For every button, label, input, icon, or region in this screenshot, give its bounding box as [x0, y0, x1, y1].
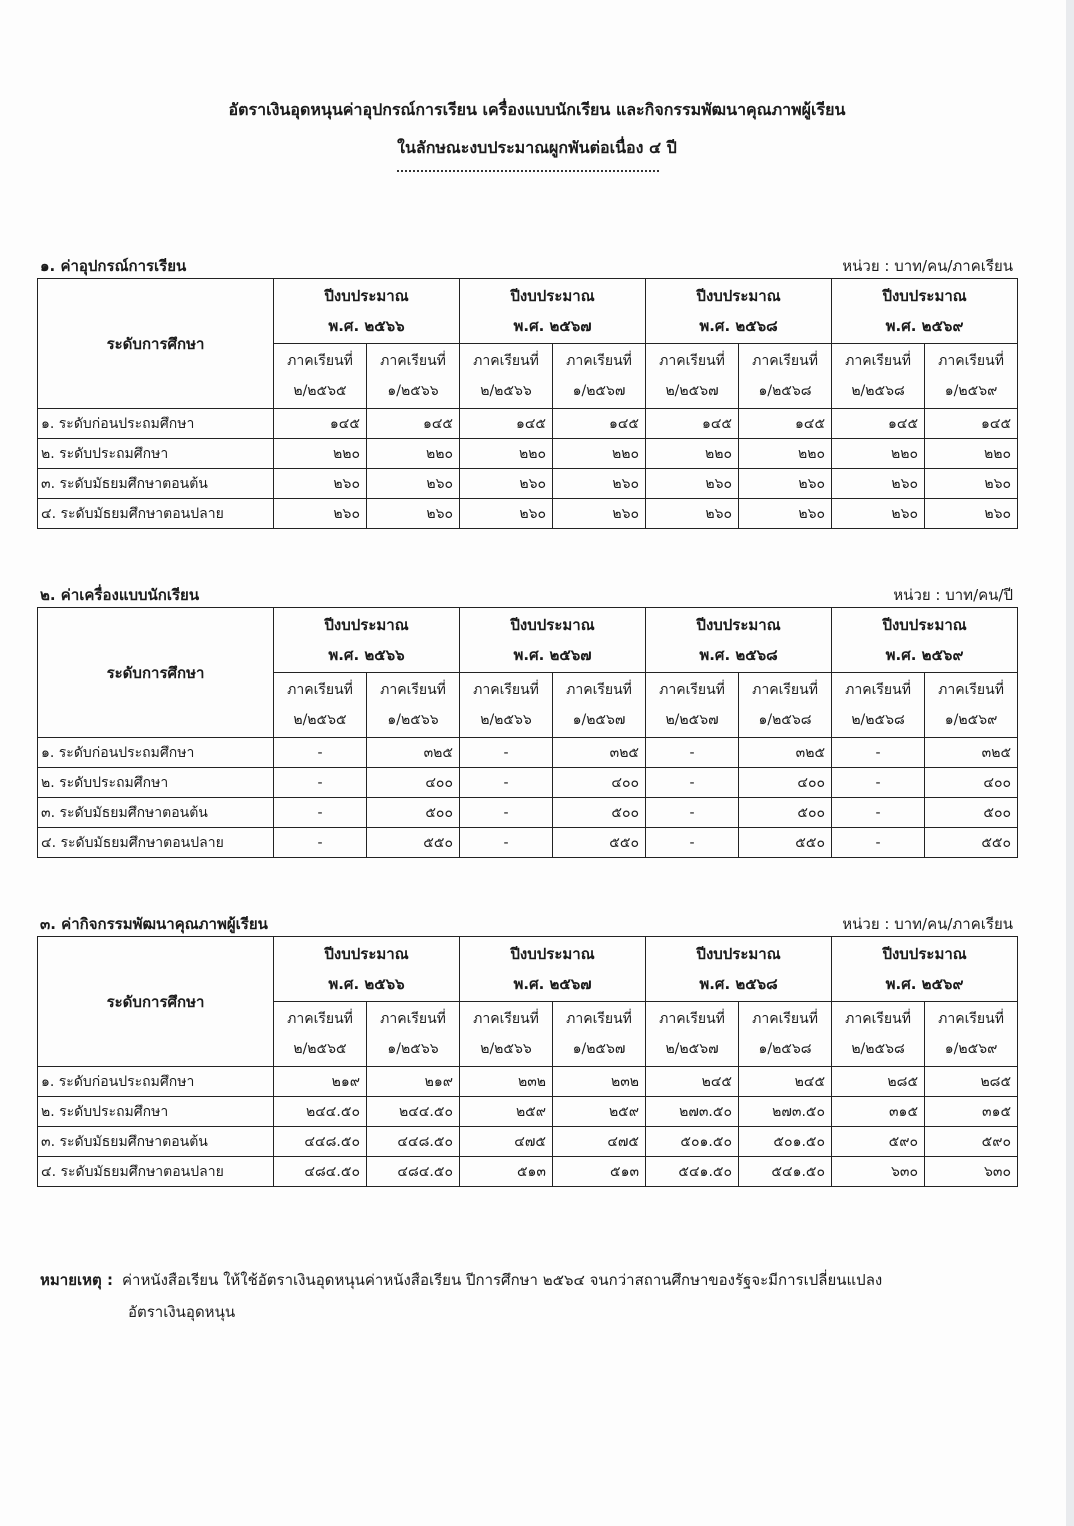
semester-header — [925, 344, 1018, 409]
rate-cell: ๔๐๐ — [925, 768, 1018, 798]
rate-cell: ๒๔๕ — [739, 1067, 832, 1097]
fiscal-year-header — [832, 937, 1018, 1002]
fiscal-year-header — [460, 608, 646, 673]
note-text: ค่าหนังสือเรียน ให้ใช้อัตราเงินอุดหนุนค่าหนังสือเรียน ปีการศึกษา ๒๕๖๔ จนกว่าสถานศึกษาของรัฐจะมีการเปลี่ยนแปลง — [122, 1271, 883, 1289]
rate-cell: ๑๔๕ — [739, 409, 832, 439]
rate-cell: ๒๖๐ — [646, 469, 739, 499]
semester-label: ภาคเรียนที่ — [752, 1011, 818, 1027]
semester-value: ๑/๒๕๖๗ — [572, 1041, 626, 1057]
semester-label: ภาคเรียนที่ — [380, 1011, 446, 1027]
semester-header — [274, 673, 367, 738]
semester-header — [832, 1002, 925, 1067]
semester-label: ภาคเรียนที่ — [659, 682, 725, 698]
table-row — [38, 768, 1018, 798]
education-level: ๓. ระดับมัธยมศึกษาตอนต้น — [38, 798, 274, 828]
rate-cell: - — [832, 738, 925, 768]
rate-cell: ๒๔๕ — [646, 1067, 739, 1097]
rate-cell: ๕๐๑.๕๐ — [739, 1127, 832, 1157]
rate-cell: ๕๕๐ — [925, 828, 1018, 858]
rate-cell: ๒๒๐ — [925, 439, 1018, 469]
rate-cell: ๔๗๕ — [460, 1127, 553, 1157]
rate-cell: ๓๒๕ — [367, 738, 460, 768]
header-row — [38, 937, 1018, 1002]
rate-cell: ๔๔๘.๕๐ — [367, 1127, 460, 1157]
rate-cell: - — [646, 738, 739, 768]
fiscal-year-value: พ.ศ. ๒๕๖๘ — [699, 317, 778, 335]
fiscal-year-value: พ.ศ. ๒๕๖๖ — [328, 975, 405, 993]
rate-cell: ๔๗๕ — [553, 1127, 646, 1157]
fiscal-year-header — [274, 608, 460, 673]
semester-value: ๒/๒๕๖๖ — [480, 712, 532, 728]
fiscal-year-label: ปีงบประมาณ — [696, 616, 781, 634]
fiscal-year-header — [274, 937, 460, 1002]
rate-cell: ๓๒๕ — [553, 738, 646, 768]
semester-label: ภาคเรียนที่ — [752, 682, 818, 698]
semester-label: ภาคเรียนที่ — [566, 682, 632, 698]
rate-cell: ๒๘๕ — [832, 1067, 925, 1097]
rate-cell: ๒๖๐ — [739, 499, 832, 529]
rate-cell: ๒๒๐ — [460, 439, 553, 469]
semester-header — [646, 673, 739, 738]
rate-cell: ๕๙๐ — [832, 1127, 925, 1157]
fiscal-year-label: ปีงบประมาณ — [882, 287, 967, 305]
semester-header — [925, 673, 1018, 738]
rate-cell: ๕๐๐ — [739, 798, 832, 828]
rate-cell: ๔๔๘.๕๐ — [274, 1127, 367, 1157]
rate-cell: ๒๒๐ — [367, 439, 460, 469]
semester-header — [460, 344, 553, 409]
semester-value: ๑/๒๕๖๘ — [758, 712, 812, 728]
rate-cell: ๒๖๐ — [739, 469, 832, 499]
rate-table — [37, 936, 1018, 1187]
semester-header — [739, 1002, 832, 1067]
rate-cell: ๕๕๐ — [553, 828, 646, 858]
semester-header — [553, 673, 646, 738]
rate-cell: ๒๖๐ — [460, 469, 553, 499]
page-edge — [1066, 0, 1074, 1526]
semester-value: ๑/๒๕๖๙ — [944, 712, 998, 728]
semester-label: ภาคเรียนที่ — [938, 682, 1004, 698]
rate-cell: ๒๖๐ — [274, 469, 367, 499]
rate-cell: ๒๗๓.๕๐ — [646, 1097, 739, 1127]
level-header-label: ระดับการศึกษา — [106, 663, 205, 682]
fiscal-year-header — [832, 608, 1018, 673]
rate-cell: - — [274, 828, 367, 858]
rate-cell: ๔๘๔.๕๐ — [274, 1157, 367, 1187]
fiscal-year-label: ปีงบประมาณ — [510, 287, 595, 305]
semester-value: ๑/๒๕๖๗ — [572, 712, 626, 728]
education-level: ๑. ระดับก่อนประถมศึกษา — [38, 409, 274, 439]
table-row — [38, 1127, 1018, 1157]
rate-cell: ๒๒๐ — [553, 439, 646, 469]
rate-cell: ๒๕๙ — [460, 1097, 553, 1127]
semester-label: ภาคเรียนที่ — [566, 1011, 632, 1027]
semester-header — [367, 673, 460, 738]
semester-header — [460, 1002, 553, 1067]
rate-cell: ๒๖๐ — [553, 499, 646, 529]
rate-cell: ๕๙๐ — [925, 1127, 1018, 1157]
section-heading: ๑. ค่าอุปกรณ์การเรียน — [40, 257, 187, 275]
fiscal-year-label: ปีงบประมาณ — [510, 616, 595, 634]
education-level: ๑. ระดับก่อนประถมศึกษา — [38, 738, 274, 768]
semester-header — [274, 344, 367, 409]
rate-cell: - — [646, 798, 739, 828]
semester-header — [925, 1002, 1018, 1067]
semester-header — [367, 344, 460, 409]
fiscal-year-header — [274, 279, 460, 344]
table-row — [38, 409, 1018, 439]
education-level: ๓. ระดับมัธยมศึกษาตอนต้น — [38, 469, 274, 499]
section-heading: ๒. ค่าเครื่องแบบนักเรียน — [40, 586, 200, 604]
rate-cell: ๒๖๐ — [460, 499, 553, 529]
level-header — [38, 279, 274, 409]
fiscal-year-label: ปีงบประมาณ — [324, 287, 409, 305]
rate-cell: ๒๓๒ — [553, 1067, 646, 1097]
semester-value: ๑/๒๕๖๙ — [944, 1041, 998, 1057]
rate-cell: ๕๕๐ — [739, 828, 832, 858]
unit-label: หน่วย : บาท/คน/ภาคเรียน — [842, 257, 1013, 275]
fiscal-year-value: พ.ศ. ๒๕๖๗ — [513, 646, 592, 664]
semester-label: ภาคเรียนที่ — [473, 1011, 539, 1027]
semester-header — [646, 344, 739, 409]
rate-cell: ๒๓๒ — [460, 1067, 553, 1097]
rate-cell: ๒๖๐ — [367, 499, 460, 529]
semester-label: ภาคเรียนที่ — [845, 1011, 911, 1027]
table-row — [38, 469, 1018, 499]
fiscal-year-value: พ.ศ. ๒๕๖๖ — [328, 317, 405, 335]
unit-label: หน่วย : บาท/คน/ภาคเรียน — [842, 915, 1013, 933]
fiscal-year-header — [460, 279, 646, 344]
rate-cell: ๒๖๐ — [925, 499, 1018, 529]
fiscal-year-header — [460, 937, 646, 1002]
rate-cell: ๑๔๕ — [925, 409, 1018, 439]
rate-cell: ๔๐๐ — [367, 768, 460, 798]
section-heading: ๓. ค่ากิจกรรมพัฒนาคุณภาพผู้เรียน — [40, 915, 268, 933]
dotted-separator — [397, 170, 659, 172]
level-header-label: ระดับการศึกษา — [106, 334, 205, 353]
rate-cell: - — [646, 768, 739, 798]
rate-cell: ๒๖๐ — [832, 469, 925, 499]
rate-cell: ๕๑๓ — [460, 1157, 553, 1187]
rate-cell: ๑๔๕ — [832, 409, 925, 439]
education-level: ๓. ระดับมัธยมศึกษาตอนต้น — [38, 1127, 274, 1157]
document-title: อัตราเงินอุดหนุนค่าอุปกรณ์การเรียน เครื่องแบบนักเรียน และกิจกรรมพัฒนาคุณภาพผู้เรียน — [228, 100, 846, 119]
fiscal-year-header — [646, 608, 832, 673]
fiscal-year-value: พ.ศ. ๒๕๖๙ — [885, 317, 964, 335]
rate-cell: - — [274, 768, 367, 798]
semester-label: ภาคเรียนที่ — [380, 682, 446, 698]
rate-cell: ๑๔๕ — [460, 409, 553, 439]
level-header-label: ระดับการศึกษา — [106, 992, 205, 1011]
education-level: ๒. ระดับประถมศึกษา — [38, 439, 274, 469]
semester-value: ๒/๒๕๖๖ — [480, 383, 532, 399]
document-subtitle: ในลักษณะงบประมาณผูกพันต่อเนื่อง ๔ ปี — [397, 138, 677, 157]
fiscal-year-value: พ.ศ. ๒๕๖๙ — [885, 646, 964, 664]
table-row — [38, 499, 1018, 529]
semester-header — [367, 1002, 460, 1067]
rate-cell: ๒๕๙ — [553, 1097, 646, 1127]
semester-header — [553, 1002, 646, 1067]
rate-cell: ๕๐๐ — [367, 798, 460, 828]
semester-label: ภาคเรียนที่ — [473, 353, 539, 369]
education-level: ๑. ระดับก่อนประถมศึกษา — [38, 1067, 274, 1097]
rate-cell: ๑๔๕ — [274, 409, 367, 439]
rate-cell: ๕๐๐ — [553, 798, 646, 828]
fiscal-year-value: พ.ศ. ๒๕๖๖ — [328, 646, 405, 664]
fiscal-year-value: พ.ศ. ๒๕๖๗ — [513, 975, 592, 993]
rate-cell: - — [832, 828, 925, 858]
semester-value: ๒/๒๕๖๗ — [665, 712, 719, 728]
fiscal-year-label: ปีงบประมาณ — [324, 945, 409, 963]
rate-cell: ๒๖๐ — [832, 499, 925, 529]
rate-cell: - — [274, 738, 367, 768]
rate-cell: ๓๑๕ — [832, 1097, 925, 1127]
rate-cell: ๔๐๐ — [553, 768, 646, 798]
fiscal-year-header — [832, 279, 1018, 344]
rate-cell: ๒๗๓.๕๐ — [739, 1097, 832, 1127]
semester-header — [832, 673, 925, 738]
semester-value: ๒/๒๕๖๕ — [293, 1041, 347, 1057]
fiscal-year-label: ปีงบประมาณ — [324, 616, 409, 634]
rate-cell: - — [646, 828, 739, 858]
fiscal-year-label: ปีงบประมาณ — [882, 945, 967, 963]
rate-cell: - — [460, 798, 553, 828]
semester-label: ภาคเรียนที่ — [845, 353, 911, 369]
table-row — [38, 439, 1018, 469]
semester-label: ภาคเรียนที่ — [938, 1011, 1004, 1027]
unit-label: หน่วย : บาท/คน/ปี — [893, 586, 1013, 604]
rate-cell: ๒๒๐ — [274, 439, 367, 469]
semester-value: ๑/๒๕๖๖ — [387, 383, 439, 399]
education-level: ๒. ระดับประถมศึกษา — [38, 768, 274, 798]
rate-cell: ๓๒๕ — [925, 738, 1018, 768]
rate-cell: ๑๔๕ — [646, 409, 739, 439]
level-header — [38, 608, 274, 738]
semester-label: ภาคเรียนที่ — [287, 353, 353, 369]
semester-value: ๑/๒๕๖๖ — [387, 1041, 439, 1057]
rate-cell: ๓๒๕ — [739, 738, 832, 768]
semester-header — [274, 1002, 367, 1067]
semester-label: ภาคเรียนที่ — [659, 353, 725, 369]
rate-cell: ๒๖๐ — [925, 469, 1018, 499]
fiscal-year-label: ปีงบประมาณ — [696, 287, 781, 305]
table-row — [38, 828, 1018, 858]
rate-cell: ๒๒๐ — [832, 439, 925, 469]
semester-label: ภาคเรียนที่ — [845, 682, 911, 698]
rate-cell: ๖๓๐ — [925, 1157, 1018, 1187]
semester-value: ๒/๒๕๖๘ — [851, 1041, 905, 1057]
header-row — [38, 608, 1018, 673]
rate-cell: ๑๔๕ — [553, 409, 646, 439]
fiscal-year-value: พ.ศ. ๒๕๖๘ — [699, 975, 778, 993]
rate-cell: ๕๔๑.๕๐ — [646, 1157, 739, 1187]
fiscal-year-header — [646, 937, 832, 1002]
education-level: ๔. ระดับมัธยมศึกษาตอนปลาย — [38, 499, 274, 529]
rate-cell: - — [460, 768, 553, 798]
rate-table — [37, 278, 1018, 529]
rate-cell: ๕๔๑.๕๐ — [739, 1157, 832, 1187]
semester-header — [646, 1002, 739, 1067]
semester-value: ๑/๒๕๖๖ — [387, 712, 439, 728]
semester-header — [832, 344, 925, 409]
table-row — [38, 798, 1018, 828]
semester-value: ๒/๒๕๖๗ — [665, 1041, 719, 1057]
header-row — [38, 279, 1018, 344]
rate-table — [37, 607, 1018, 858]
table-row — [38, 1157, 1018, 1187]
rate-cell: ๕๕๐ — [367, 828, 460, 858]
semester-value: ๑/๒๕๖๙ — [944, 383, 998, 399]
semester-label: ภาคเรียนที่ — [659, 1011, 725, 1027]
rate-cell: ๓๑๕ — [925, 1097, 1018, 1127]
rate-cell: ๕๐๑.๕๐ — [646, 1127, 739, 1157]
rate-cell: ๕๐๐ — [925, 798, 1018, 828]
level-header — [38, 937, 274, 1067]
semester-label: ภาคเรียนที่ — [566, 353, 632, 369]
fiscal-year-label: ปีงบประมาณ — [882, 616, 967, 634]
rate-cell: ๒๖๐ — [646, 499, 739, 529]
rate-cell: ๒๖๐ — [274, 499, 367, 529]
semester-value: ๒/๒๕๖๘ — [851, 712, 905, 728]
fiscal-year-value: พ.ศ. ๒๕๖๘ — [699, 646, 778, 664]
fiscal-year-value: พ.ศ. ๒๕๖๙ — [885, 975, 964, 993]
semester-label: ภาคเรียนที่ — [938, 353, 1004, 369]
semester-label: ภาคเรียนที่ — [380, 353, 446, 369]
rate-cell: - — [460, 828, 553, 858]
semester-value: ๒/๒๕๖๕ — [293, 383, 347, 399]
rate-cell: - — [460, 738, 553, 768]
education-level: ๔. ระดับมัธยมศึกษาตอนปลาย — [38, 828, 274, 858]
semester-label: ภาคเรียนที่ — [287, 1011, 353, 1027]
fiscal-year-label: ปีงบประมาณ — [696, 945, 781, 963]
semester-header — [739, 344, 832, 409]
fiscal-year-value: พ.ศ. ๒๕๖๗ — [513, 317, 592, 335]
education-level: ๒. ระดับประถมศึกษา — [38, 1097, 274, 1127]
semester-value: ๒/๒๕๖๕ — [293, 712, 347, 728]
semester-header — [553, 344, 646, 409]
rate-cell: ๒๒๐ — [739, 439, 832, 469]
semester-value: ๑/๒๕๖๘ — [758, 1041, 812, 1057]
rate-cell: ๔๘๔.๕๐ — [367, 1157, 460, 1187]
rate-cell: ๕๑๓ — [553, 1157, 646, 1187]
rate-cell: - — [832, 798, 925, 828]
rate-cell: ๒๔๔.๕๐ — [274, 1097, 367, 1127]
semester-value: ๑/๒๕๖๘ — [758, 383, 812, 399]
semester-value: ๒/๒๕๖๖ — [480, 1041, 532, 1057]
rate-cell: ๒๑๙ — [367, 1067, 460, 1097]
semester-header — [739, 673, 832, 738]
rate-cell: ๒๘๕ — [925, 1067, 1018, 1097]
education-level: ๔. ระดับมัธยมศึกษาตอนปลาย — [38, 1157, 274, 1187]
table-row — [38, 738, 1018, 768]
semester-label: ภาคเรียนที่ — [752, 353, 818, 369]
semester-value: ๑/๒๕๖๗ — [572, 383, 626, 399]
rate-cell: ๒๒๐ — [646, 439, 739, 469]
rate-cell: ๒๖๐ — [553, 469, 646, 499]
table-row — [38, 1097, 1018, 1127]
rate-cell: ๒๔๔.๕๐ — [367, 1097, 460, 1127]
fiscal-year-label: ปีงบประมาณ — [510, 945, 595, 963]
rate-cell: ๒๖๐ — [367, 469, 460, 499]
semester-label: ภาคเรียนที่ — [473, 682, 539, 698]
rate-cell: ๑๔๕ — [367, 409, 460, 439]
rate-cell: - — [274, 798, 367, 828]
note-text-continued: อัตราเงินอุดหนุน — [128, 1303, 236, 1321]
semester-header — [460, 673, 553, 738]
note-label: หมายเหตุ : — [40, 1271, 113, 1289]
rate-cell: ๔๐๐ — [739, 768, 832, 798]
table-row — [38, 1067, 1018, 1097]
rate-cell: ๖๓๐ — [832, 1157, 925, 1187]
rate-cell: - — [832, 768, 925, 798]
semester-label: ภาคเรียนที่ — [287, 682, 353, 698]
fiscal-year-header — [646, 279, 832, 344]
rate-cell: ๒๑๙ — [274, 1067, 367, 1097]
semester-value: ๒/๒๕๖๗ — [665, 383, 719, 399]
semester-value: ๒/๒๕๖๘ — [851, 383, 905, 399]
